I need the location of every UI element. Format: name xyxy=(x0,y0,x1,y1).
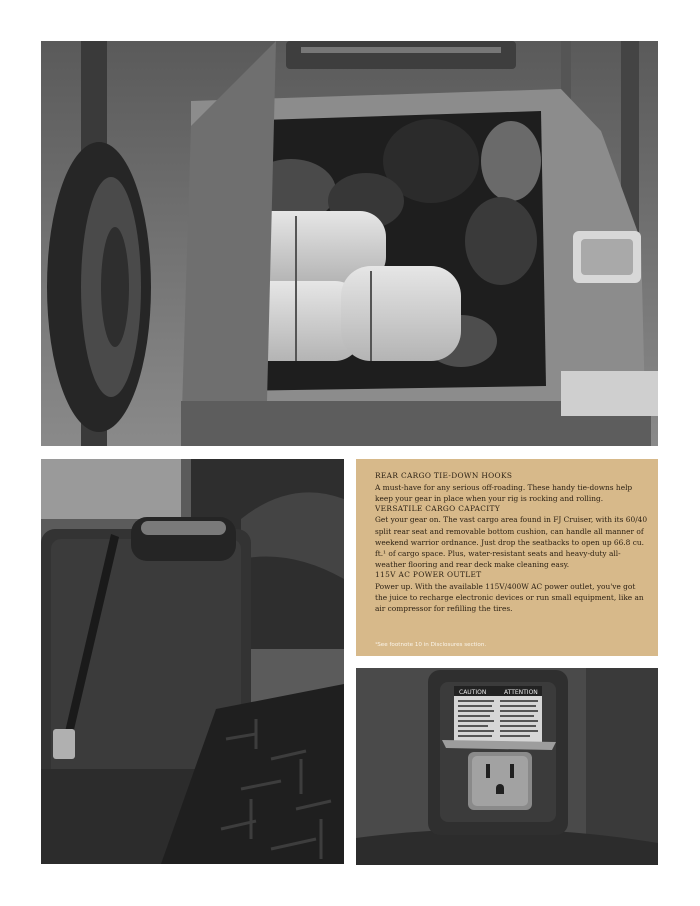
feature-description-panel xyxy=(356,459,658,656)
caution-label-text: CAUTION xyxy=(459,689,487,696)
section-cargo-capacity xyxy=(375,504,648,571)
section-title: REAR CARGO TIE-DOWN HOOKS xyxy=(375,471,513,480)
section-tie-down-hooks xyxy=(375,471,648,504)
rear-seat-cargo-floor-photo xyxy=(41,459,344,864)
section-power-outlet xyxy=(375,570,648,614)
suv-rear-cargo-photo xyxy=(41,41,658,446)
section-title: 115V AC POWER OUTLET xyxy=(375,570,482,580)
suv-rear-cargo-illustration xyxy=(41,41,658,446)
section-body: Power up. With the available 115V/400W AC power outlet, you've got the juice to recharge electronic devices or run small equipment, like an air compressor for refilling the tires. xyxy=(375,581,644,614)
ac-power-outlet-photo xyxy=(356,668,658,865)
rear-seat-illustration xyxy=(41,459,344,864)
section-title: VERSATILE CARGO CAPACITY xyxy=(375,503,501,513)
section-body: A must-have for any serious off-roading. These handy tie-downs help keep your gear in place when your rig is rocking and rolling. xyxy=(375,482,633,503)
ac-outlet-illustration xyxy=(356,668,658,865)
footnote: ¹See footnote 10 in Disclosures section. xyxy=(375,642,487,648)
section-body: Get your gear on. The vast cargo area found in FJ Cruiser, with its 60/40 split rear seat and removable bottom cushion, can handle all manner of weekend warrior ordnance. Just drop the seatbacks to open up 66.8 cu. ft.¹ of cargo space. Plus, water-resistant seats and heavy-duty all-weather flooring and rear deck make cleaning easy. xyxy=(375,515,648,570)
attention-label-text: ATTENTION xyxy=(504,689,538,696)
